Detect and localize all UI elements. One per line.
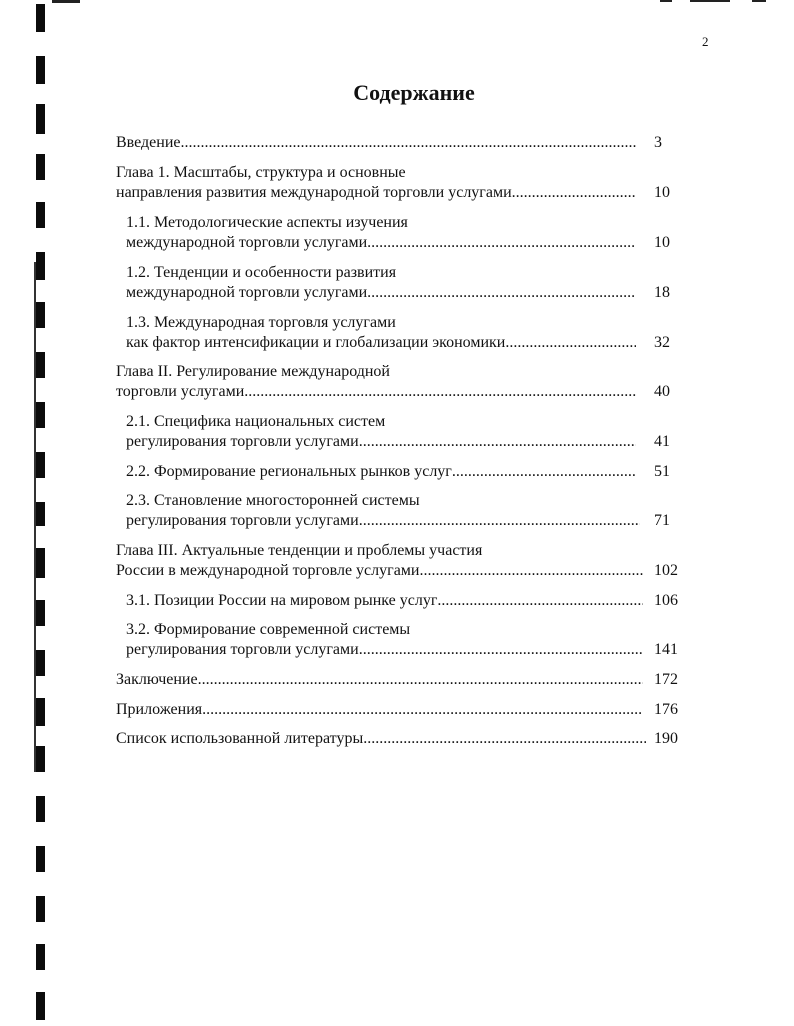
- dot-leader: [452, 462, 636, 482]
- binding-hole: [36, 600, 45, 626]
- toc-entry-text: регулирования торговли услугами: [126, 433, 359, 450]
- dot-leader: [359, 432, 636, 452]
- toc-page-number: 71: [654, 512, 670, 529]
- toc-entry-line: [126, 640, 643, 660]
- toc-entry-line: [126, 591, 643, 611]
- toc-entry-line: [126, 283, 636, 303]
- dot-leader: [363, 729, 646, 749]
- toc-entry-line: [116, 700, 643, 720]
- toc-page-number: 106: [654, 592, 678, 609]
- toc-entry-line: [116, 382, 636, 402]
- toc-entry-text: 1.3. Международная торговля услугами: [126, 314, 396, 331]
- binding-hole: [36, 698, 45, 726]
- toc-entry-line: [126, 462, 636, 482]
- toc-page-number: 10: [654, 184, 670, 201]
- dot-leader: [512, 183, 636, 203]
- dot-leader: [198, 670, 643, 690]
- toc-page-number: 32: [654, 334, 670, 351]
- toc-entry-text: регулирования торговли услугами: [126, 512, 359, 529]
- scan-edge-artifact: [660, 0, 672, 2]
- binding-hole: [36, 352, 45, 378]
- dot-leader: [359, 640, 643, 660]
- toc-page-number: 190: [654, 730, 678, 747]
- toc-entry-line: [126, 432, 636, 452]
- toc-entry-line: [116, 729, 646, 749]
- toc-page-number: 51: [654, 463, 670, 480]
- binding-hole: [36, 846, 45, 872]
- binding-hole: [36, 402, 45, 428]
- toc-entry-line: [126, 511, 640, 531]
- binding-hole: [36, 502, 45, 526]
- binding-hole: [36, 104, 45, 134]
- toc-page-number: 18: [654, 284, 670, 301]
- toc-entry-text: 3.2. Формирование современной системы: [126, 621, 411, 638]
- binding-hole: [36, 202, 45, 228]
- toc-page-number: 41: [654, 433, 670, 450]
- page-number: 2: [702, 34, 709, 49]
- toc-entry-text: 3.1. Позиции России на мировом рынке услуг: [126, 592, 438, 609]
- toc-page-number: 3: [654, 134, 662, 151]
- binding-hole: [36, 154, 45, 180]
- toc-entry-line: [116, 183, 636, 203]
- toc-entry-line: [126, 233, 636, 253]
- dot-leader: [505, 333, 636, 353]
- toc-entry-text: направления развития международной торговли услугами: [116, 184, 512, 201]
- dot-leader: [367, 233, 636, 253]
- toc-page-number: 141: [654, 641, 678, 658]
- binding-hole: [36, 796, 45, 822]
- toc-entry-text: Глава 1. Масштабы, структура и основные: [116, 164, 406, 181]
- toc-entry-text: Приложения: [116, 701, 203, 718]
- toc-entry-text: как фактор интенсификации и глобализации экономики: [126, 334, 506, 351]
- binding-hole: [36, 746, 45, 772]
- toc-page-number: 172: [654, 671, 678, 688]
- toc-entry-text: 2.1. Специфика национальных систем: [126, 413, 386, 430]
- binding-hole: [36, 4, 45, 32]
- binding-hole: [36, 252, 45, 280]
- toc-page-number: 40: [654, 383, 670, 400]
- toc-entry-text: международной торговли услугами: [126, 284, 368, 301]
- toc-entry-line: [116, 670, 643, 690]
- toc-entry-text: Заключение: [116, 671, 198, 688]
- dot-leader: [367, 283, 636, 303]
- binding-hole: [36, 896, 45, 922]
- toc-entry-text: 1.1. Методологические аспекты изучения: [126, 214, 408, 231]
- toc-page-number: 10: [654, 234, 670, 251]
- binding-hole: [36, 650, 45, 676]
- toc-entry-line: [116, 561, 643, 581]
- toc-entry-text: 2.2. Формирование региональных рынков услуг: [126, 463, 452, 480]
- dot-leader: [244, 382, 636, 402]
- scan-edge-artifact: [752, 0, 766, 2]
- binding-hole: [36, 302, 45, 328]
- binding-hole: [36, 452, 45, 478]
- binding-hole: [36, 992, 45, 1020]
- toc-entry-text: Глава III. Актуальные тенденции и проблемы участия: [116, 542, 483, 559]
- binding-hole: [36, 944, 45, 970]
- scan-edge-artifact: [690, 0, 730, 2]
- dot-leader: [202, 700, 643, 720]
- dot-leader: [181, 133, 637, 153]
- toc-page-number: 176: [654, 701, 678, 718]
- page-title: Содержание: [353, 80, 475, 105]
- toc-entry-text: Глава II. Регулирование международной: [116, 363, 390, 380]
- scan-edge-artifact: [52, 0, 80, 3]
- binding-hole: [36, 548, 45, 578]
- dot-leader: [437, 591, 643, 611]
- toc-page-number: 102: [654, 562, 678, 579]
- toc-entry-text: России в международной торговле услугами: [116, 562, 420, 579]
- dot-leader: [359, 511, 640, 531]
- toc-entry-text: международной торговли услугами: [126, 234, 368, 251]
- toc-entry-text: регулирования торговли услугами: [126, 641, 359, 658]
- dot-leader: [419, 561, 643, 581]
- toc-entry-line: [126, 333, 636, 353]
- toc-entry-text: 1.2. Тенденции и особенности развития: [126, 264, 397, 281]
- toc-entry-text: торговли услугами: [116, 383, 245, 400]
- toc-entry-line: [116, 133, 636, 153]
- toc-entry-text: 2.3. Становление многосторонней системы: [126, 492, 420, 509]
- toc-entry-text: Введение: [116, 134, 181, 151]
- toc-entry-text: Список использованной литературы: [116, 730, 364, 747]
